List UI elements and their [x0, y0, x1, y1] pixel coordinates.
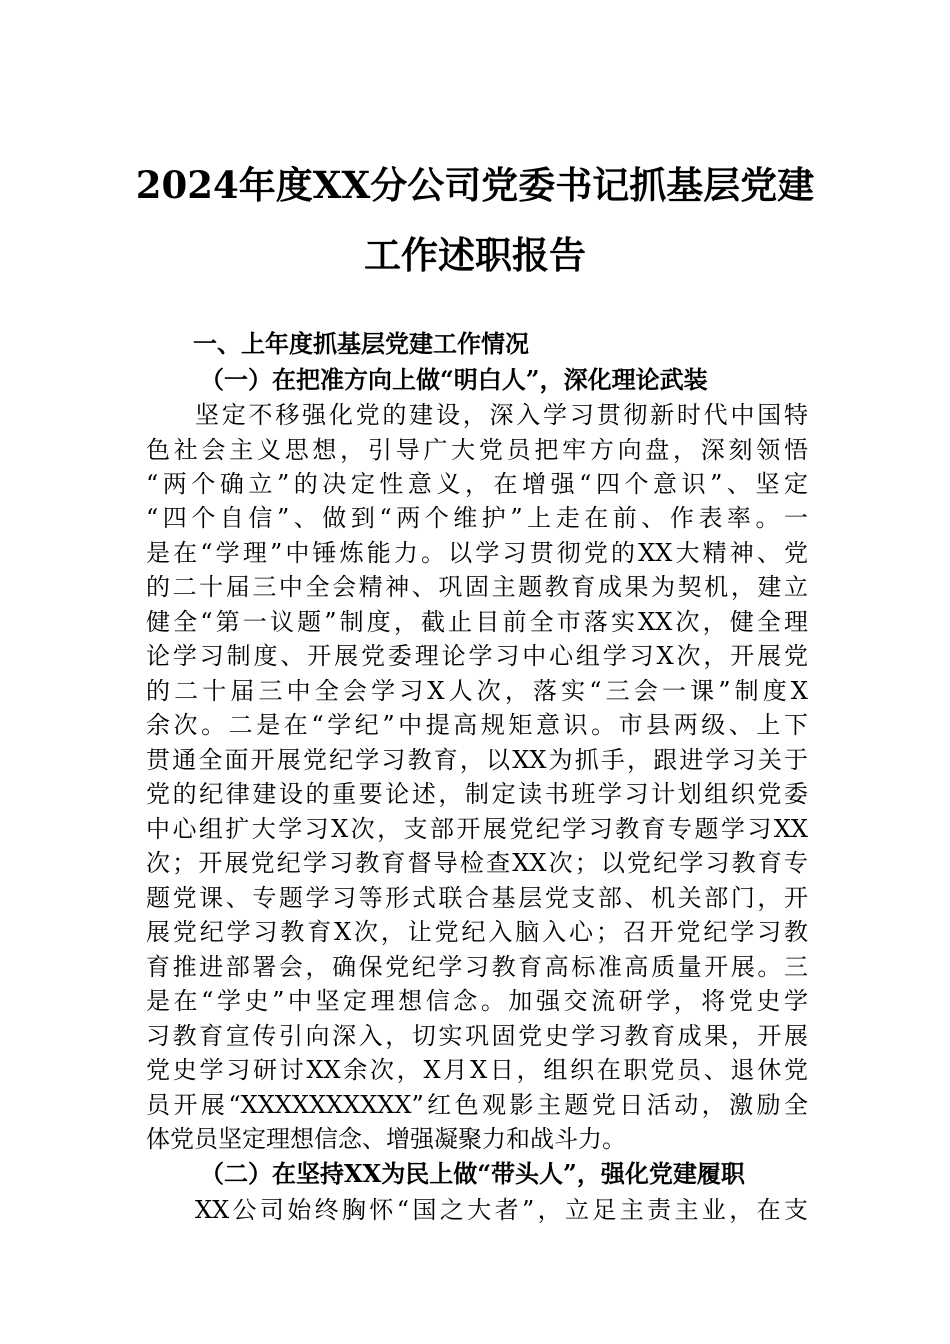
paragraph-line: 党的纪律建设的重要论述，制定读书班学习计划组织党委: [146, 780, 808, 808]
paragraph-line: 习教育宣传引向深入，切实巩固党史学习教育成果，开展: [146, 1022, 808, 1050]
paragraph-line: 贯通全面开展党纪学习教育，以XX为抓手，跟进学习关于: [146, 746, 808, 774]
paragraph-line: 次；开展党纪学习教育督导检查XX次；以党纪学习教育专: [146, 849, 808, 877]
paragraph-line: 员开展“XXXXXXXXXX”红色观影主题党日活动，激励全: [146, 1091, 808, 1119]
paragraph-line: 坚定不移强化党的建设，深入学习贯彻新时代中国特: [195, 401, 808, 429]
paragraph-line: 的二十届三中全会精神、巩固主题教育成果为契机，建立: [146, 573, 808, 601]
paragraph-line: 体党员坚定理想信念、增强凝聚力和战斗力。: [146, 1125, 626, 1153]
paragraph-line: 是在“学理”中锤炼能力。以学习贯彻党的XX大精神、党: [146, 539, 808, 567]
paragraph-line: 健全“第一议题”制度，截止目前全市落实XX次，健全理: [146, 608, 808, 636]
subsection-heading-1: （一）在把准方向上做“明白人”，深化理论武装: [200, 365, 708, 394]
section-heading-1: 一、上年度抓基层党建工作情况: [193, 330, 529, 358]
paragraph-line: 的二十届三中全会学习X人次，落实“三会一课”制度X: [146, 677, 808, 705]
paragraph-line: 中心组扩大学习X次，支部开展党纪学习教育专题学习XX: [146, 815, 808, 843]
paragraph-line: XX公司始终胸怀“国之大者”，立足主责主业，在支: [195, 1196, 808, 1224]
paragraph-line: 党史学习研讨XX余次，X月X日，组织在职党员、退休党: [146, 1056, 808, 1084]
paragraph-line: “四个自信”、做到“两个维护”上走在前、作表率。一: [146, 504, 808, 532]
paragraph-line: 题党课、专题学习等形式联合基层党支部、机关部门，开: [146, 884, 808, 912]
paragraph-line: 色社会主义思想，引导广大党员把牢方向盘，深刻领悟: [146, 436, 808, 464]
document-title-line-1: 2024年度XX分公司党委书记抓基层党建: [135, 163, 815, 207]
paragraph-line: 余次。二是在“学纪”中提高规矩意识。市县两级、上下: [146, 711, 808, 739]
subsection-heading-2: （二）在坚持XX为民上做“带头人”，强化党建履职: [200, 1159, 745, 1188]
paragraph-line: 展党纪学习教育X次，让党纪入脑入心；召开党纪学习教: [146, 918, 808, 946]
paragraph-line: 育推进部署会，确保党纪学习教育高标准高质量开展。三: [146, 953, 808, 981]
paragraph-line: 是在“学史”中坚定理想信念。加强交流研学，将党史学: [146, 987, 808, 1015]
paragraph-line: 论学习制度、开展党委理论学习中心组学习X次，开展党: [146, 642, 808, 670]
paragraph-line: “两个确立”的决定性意义，在增强“四个意识”、坚定: [146, 470, 808, 498]
document-title-line-2: 工作述职报告: [364, 233, 586, 277]
